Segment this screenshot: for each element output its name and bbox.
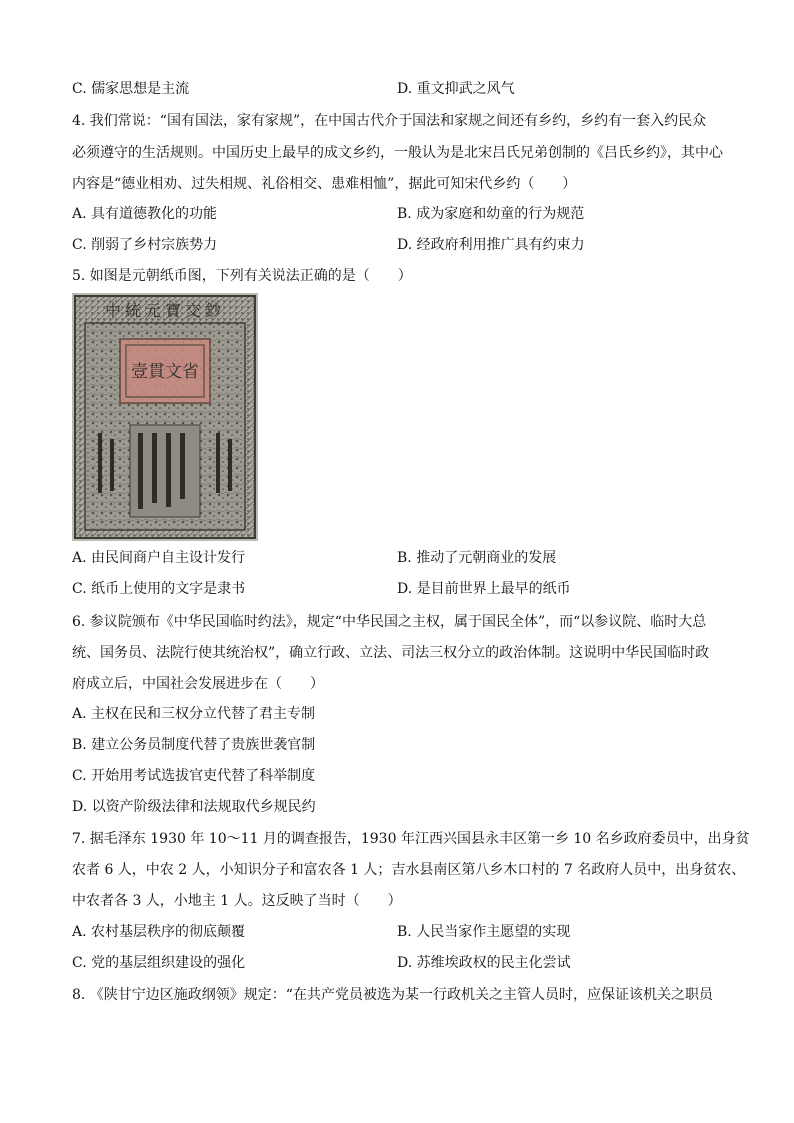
q6-stem-line-1: 6. 参议院颁布《中华民国临时约法》，规定“中华民国之主权，属于国民全体”，而“以参议院、临时大总 [72,614,707,630]
q6-stem-line-3: 府成立后，中国社会发展进步在（ ） [72,676,324,692]
banknote-top-inscription: 中統元寶交鈔 [104,301,226,320]
q6-option-c: C. 开始用考试选拔官吏代替了科举制度 [72,768,316,784]
q7-option-d: D. 苏维埃政权的民主化尝试 [397,955,571,971]
q4-option-d: D. 经政府利用推广具有约束力 [397,237,585,253]
q4-option-b: B. 成为家庭和幼童的行为规范 [397,206,585,222]
q5-stem: 5. 如图是元朝纸币图，下列有关说法正确的是（ ） [72,268,412,284]
q7-stem-line-1: 7. 据毛泽东 1930 年 10～11 月的调查报告，1930 年江西兴国县永丰区第一乡 10 名乡政府委员中，出身贫 [72,831,750,847]
banknote-denomination: 壹貫文省 [131,362,199,382]
q5-option-c: C. 纸币上使用的文字是隶书 [72,581,246,597]
q6-stem-line-2: 统、国务员、法院行使其统治权”，确立行政、立法、司法三权分立的政治体制。这说明中华民国临时政 [72,645,710,661]
q4-stem-line-3: 内容是“德业相劝、过失相规、礼俗相交、患难相恤”，据此可知宋代乡约（ ） [72,176,577,192]
q4-stem-line-2: 必须遵守的生活规则。中国历史上最早的成文乡约，一般认为是北宋吕氏兄弟创制的《吕氏乡约》，其中心 [72,145,723,161]
q4-option-c: C. 削弱了乡村宗族势力 [72,237,218,253]
q3-option-c: C. 儒家思想是主流 [72,81,190,97]
q4-option-a: A. 具有道德教化的功能 [72,206,218,222]
q7-option-a: A. 农村基层秩序的彻底颠覆 [72,924,246,940]
q3-option-d: D. 重文抑武之风气 [397,81,515,97]
q7-option-b: B. 人民当家作主愿望的实现 [397,924,571,940]
yuan-banknote-image [72,293,258,541]
q7-stem-line-2: 农者 6 人，中农 2 人，小知识分子和富农各 1 人；吉水县南区第八乡木口村的 7 名政府人员中，出身贫农、 [72,862,746,878]
q6-option-d: D. 以资产阶级法律和法规取代乡规民约 [72,799,316,815]
q6-option-b: B. 建立公务员制度代替了贵族世袭官制 [72,737,316,753]
q8-stem-line-1: 8. 《陕甘宁边区施政纲领》规定：“在共产党员被选为某一行政机关之主管人员时，应保证该机关之职员 [72,987,713,1003]
q5-option-d: D. 是目前世界上最早的纸币 [397,581,571,597]
q4-stem-line-1: 4. 我们常说：“国有国法，家有家规”，在中国古代介于国法和家规之间还有乡约，乡约有一套入约民众 [72,113,707,129]
q7-stem-line-3: 中农者各 3 人，小地主 1 人。这反映了当时（ ） [72,893,402,909]
q5-option-b: B. 推动了元朝商业的发展 [397,550,557,566]
q5-option-a: A. 由民间商户自主设计发行 [72,550,246,566]
q6-option-a: A. 主权在民和三权分立代替了君主专制 [72,706,316,722]
q7-option-c: C. 党的基层组织建设的强化 [72,955,246,971]
